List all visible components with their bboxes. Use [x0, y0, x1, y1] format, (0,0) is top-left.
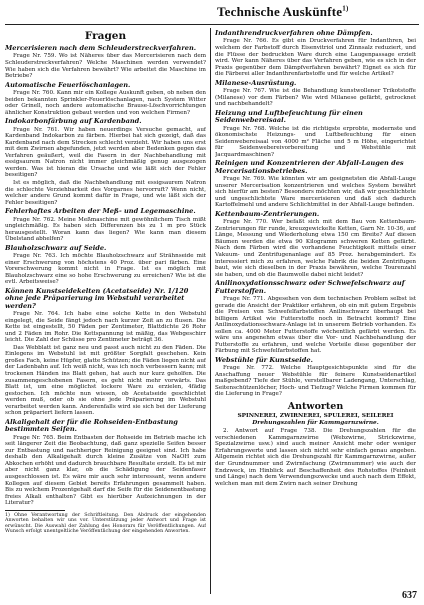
question-heading: Automatische Feuerlöschanlagen.	[5, 80, 131, 89]
question-text: Frage Nr. 760. Kann mir ein Kollege Auskunft geben, ob neben den beiden bekannten Sprinkler-Feuerlöschanlagen, nach System Witter oder Grinell, noch andere automatische Brause-Löschvorrichtungen ähnlicher Konstruktion gebaut werden und von welchen Firmen?	[5, 90, 206, 116]
question-heading: Reinigen und Konzentrieren der Abfall-Laugen des Mercerisationsbetriebes.	[215, 159, 404, 175]
page-title: Technische Auskünfte$^{1)}$	[217, 4, 349, 19]
question-heading: Alkaligehalt der für die Rohseiden-Entbastung bestimmten Seifen.	[5, 417, 178, 434]
question-heading: Kettenbaum-Zentrierungen.	[215, 209, 320, 218]
question-text: Frage Nr. 768. Welche ist die richtigste erprobte, modernste und ökonomischste Heizungs- und Luftbefeuchtung für einen Seidenwebereisaal von 4000 m² Fläche und 5 m Höhe, eingerichtet für Seidenwebereivorbereitung und Webstühle mit Jacquardmaschinen?	[215, 125, 416, 158]
answer-list	[215, 428, 416, 487]
question-text: Frage Nr. 764. Ich habe eine solche Kette in den Webstuhl eingelegt, die Seide fängt jedoch nach kurzer Zeit an zu flusen. Die Kette ist eingestellt, 50 Fäden per Zentimeter, Blattdichte 26 Rohr und 2 Fäden im Rohr. Die Kettspannung ist mäßig, das Webgeschirr leicht. Die Zahl der Schüsse pro Zentimeter beträgt 36.	[5, 311, 206, 344]
title-footnote-mark: 1)	[342, 4, 349, 13]
question-heading: Mercerisieren nach dem Schleuderstreckverfahren.	[5, 44, 197, 52]
question-text: Ist es möglich, daß die Nachbehandlung mit essigsaurem Natron die schlechte Verziehbarkeit des Vorgarnes hervorruft? Wenn nicht, welcher andere Grund kommt dafür in Frage, und wie läßt sich der Fehler beseitigen?	[5, 179, 206, 206]
question-text: Frage Nr. 762. Meine Meßmaschine mit gewöhnlichem Tisch mißt ungleichmäßig. Es haben sich Differenzen bis zu 1 m pro Stück herausgestellt. Woran kann das liegen? Wie kann man diesem Übelstand abhelfen?	[5, 216, 206, 243]
answers-category: SPINNEREI, ZWIRNEREI, SPULEREI, SEILEREI	[237, 413, 394, 420]
questions-section-title: Fragen	[84, 30, 127, 42]
question-text: Frage Nr. 767. Wie ist die Behandlung kunstwollener Trikotstoffe (Milanese) vor dem Färben? Wie wird Milanese gefärbt, getrocknet und nachbehandelt?	[215, 88, 416, 108]
question-text: Frage Nr. 763. Ich möchte Blauholzschwarz auf Strähnseide mit einer Erschwerung von höchstens 40 Proz. über pari färben. Eine Vorerschwerung kommt nicht in Frage. Ist es möglich mit Blauholzschwarz eine so hohe Erschwerung zu erreichen? Wie ist die evtl. Arbeitsweise?	[5, 253, 206, 286]
column-divider	[210, 28, 211, 594]
answers-subtitle	[215, 413, 416, 426]
question-heading: Fehlerhaftes Arbeiten der Meß- und Legemaschine.	[5, 207, 196, 216]
question-heading: Blauholzschwarz auf Seide.	[5, 243, 107, 252]
header-rule	[5, 24, 419, 25]
question-text: Frage Nr. 761. Wir haben neuerdings Versuche gemacht, auf Kardenband Indokarbon zu färben. Hierbei hat sich gezeigt, daß das Kardenband nach dem Strecken schlecht verzieht. Wir haben uns erst mit dem Zwirnen abgefunden, jetzt werden aber Bedenken gegen das Verfahren geäußert, weil die Fasern in der Nachbehandlung mit essigsaurem Natron nicht immer gleichmäßig genug ausgezogen werden. Was ist hieran die Ursache und wie läßt sich der Fehler beseitigen?	[5, 126, 206, 179]
question-heading: Webstühle für Kunstseide.	[215, 355, 313, 364]
answers-section-title: Antworten	[287, 401, 344, 413]
right-column	[215, 28, 416, 594]
question-text: Frage Nr. 765. Beim Entbasten der Rohseide im Betrieb mache ich seit längerer Zeit die Beobachtung, daß ganz spezielle Seifen besser zur Entbastung und nachheriger Reinigung geeignet sind. Ich habe deshalb den Alkaligehalt durch kleine Zusätze von NaOH zum Abkochen erhöht und dadurch brauchbare Resultate erzielt. Es ist mir aber nicht ganz klar, ob die Schädigung der Seidenfaser ausgeschlossen ist. Es wäre mir auch sehr interessant, wenn andere Kollegen auf diesem Gebiet bereits Erfahrungen gesammelt haben. Bis zu welchem Prozentgehalt darf die Seife für die Seidenentbastung freies Alkali enthalten? Gibt es hierüber Aufzeichnungen in der Literatur?	[5, 434, 206, 507]
document-page	[5, 4, 419, 601]
footnote-rule	[5, 510, 65, 511]
question-text: Das Webblatt ist ganz neu und passt auch nicht zu den Fäden. Die Einlegens im Webstuhl ist mit größter Sorgfalt geschehen. Kein großes Fach, keine Hüpfer, glatte Schützen; die Fäden liegen nicht auf der Ladenbahn auf. Ich weiß nicht, was ich noch verbessern kann; mit trockenen Händen ins Blatt gehen, hat auch nur kurz geholfen. Die zusammengeschobenen Fasern, es geht nicht mehr vorwärts. Das Blatt ist, um eine möglichst lockere Ware zu erzielen, 4fädig gestochen. Ich möchte nun wissen, ob Acetatseide geschlichtet werden muß, oder ob sie ohne jede Präparierung im Webstuhl verarbeitet werden kann. Anderenfalls wird sie sich bei der Lieferung schon präpariert liefern lassen.	[5, 344, 206, 417]
question-text: Frage Nr. 771. Abgesehen von dem technischen Problem selbst ist gerade die Ansicht der Praktiker erfahren, ob ein mit gutem Ergebnis die Preisen von Schwefelfarbstoffen Anilinschwarz überhaupt bei billigem Artikel wie Futterstoffe noch in Betracht kommt? Eine Anilinoxydationsschwarz-Anlage ist in unserem Betrieb vorhanden. Es sollen ca. 4000 Meter Futterstoffe wöchentlich gefärbt werden. Es wäre uns angenehm etwas über die Vor- und Nachbehandlung der Futterstoffe zu erfahren, und welche Vorteile diese gegenüber der Färbung mit Schwefelfarbstoffen hat.	[215, 295, 416, 355]
page-number: 637	[402, 590, 417, 601]
question-heading: Anilinoxydationsschwarz oder Schwefelschwarz auf Futterstoffen.	[215, 279, 405, 295]
question-heading: Heizung und Luftbefeuchtung für einen Seidenwebereisaal.	[215, 108, 363, 125]
question-text: Frage Nr. 759. Wo ist Näheres über das Mercerisieren nach dem Schleuderstreckverfahren? Welche Maschinen werden verwendet? Wie haben sich die Verfahren bewährt? Wie arbeitet die Maschine im Betriebe?	[5, 53, 206, 80]
question-text: Frage Nr. 769. Wie könnten wir am geeignetsten die Abfall-Lauge unserer Mercerisation konzentrieren und welches System bewährt sich hierfür am besten? Besonders möchten wir, daß wir geschlichtete und ungeschlichtete Ware mercerisieren und daß sich dadurch Kartoffelmehl und andere Schlichtmittel in der Abfall-Lauge befinden.	[215, 176, 416, 209]
left-question-list	[5, 45, 206, 507]
question-text: Frage Nr. 772. Welche Hauptgesichtspunkte sind für die Anschaffung neuer Webstühle für feinere Kunstseidenartikel maßgebend? Tiefe der Stühle, verstellbarer Ladengang, Unterschlag, Seitenschützenlöcher, Hoch- und Tiefzug? Welche Firmen kommen für die Lieferung in Frage?	[215, 365, 416, 398]
right-question-list	[215, 30, 416, 398]
answer-text: 2. Antwort auf Frage 738. Die Drehungszahlen für die verschiedenen Kammgarnzwirne (Webzwirne, Strickzwirne, Spezialzwirne usw.) sind auch meiner Ansicht mehr oder weniger Erfahrungswerte und lassen sich nicht sehr einfach genau angeben. Allgemein richtet sich die Drehungszahl für Kammgarnzwirne, außer der Grundnummer und Zwirnfachung (Zwirnnummer) wie auch der Endzweck, im Hinblick auf Beschaffenheit des Rohstoffes (Feinheit und Länge) nach dem Verwendungszwecke und auch nach dem Effekt, welchen man mit dem Zwirn nach seiner Drehung	[215, 428, 416, 487]
question-text: Frage Nr. 770. Wer befaßt sich mit dem Bau von Kettenbaum-Zentrierungen für runde, kreuzgewickelte Ketten, Garn Nr. 10-36, auf Länge, Messung und Wiederholung etwa 150 cm Breite? Auf diesen Bäumen werden die etwa 90 Kilogramm schweren Ketten gefärbt. Nach dem Färben wird die vorhandene Feuchtigkeit mittels einer Vakuum- und Zentrifugenanlage auf 85 Proz. herabgemindert. Es interessiert mich zu erfahren, welche Fabrik die beiden Zentrifugen baut, wie sich dieselben in der Praxis bewähren, welche Tourenzahl sie haben, und ob die Baumwolle dabei nicht leidet?	[215, 219, 416, 278]
question-heading: Indanthrendruckverfahren ohne Dämpfen.	[215, 29, 373, 37]
question-heading: Können Kunstseidekelten (Acetatseide) Nr. 1/120 ohne jede Präparierung im Webstuhl verarbeitet werden?	[5, 286, 189, 310]
answers-topic-heading: Drehungszahlen für Kammgarnzwirne.	[252, 419, 379, 426]
question-text: Frage Nr. 766. Es gibt ein Druckverfahren für Indanthren, bei welchem der Farbstoff durch Eisenvitriol und Zinnsalz reduziert, und die Flüsse der bedruckten Ware durch eine Laugenpassage erzielt wird. Wer kann Näheres über das Verfahren geben, wie es sich in der Praxis gegenüber dem Dämpfverfahren bewährt? Eignet es sich für die Färberei aller Indanthrenfarbstoffe und für welche Artikel?	[215, 38, 416, 78]
question-heading: Milanese-Ausrüstung.	[215, 78, 297, 87]
question-heading: Indokarbonfärbung auf Kardenband.	[5, 117, 142, 126]
left-column	[5, 28, 206, 594]
footnote: 1) Ohne Verantwortung der Schriftleitung. Den Abdruck der eingehenden Anworten behalten wir uns vor. Unterstützung jeder Antwort und Frage ist erwünscht. Die Auswahl der Zahlung des Honorars für Veröffentlichungen. Auf Wunsch erfolgt unentgeltliche Veröffentlichung der eingehenden Anworten.	[5, 512, 206, 535]
